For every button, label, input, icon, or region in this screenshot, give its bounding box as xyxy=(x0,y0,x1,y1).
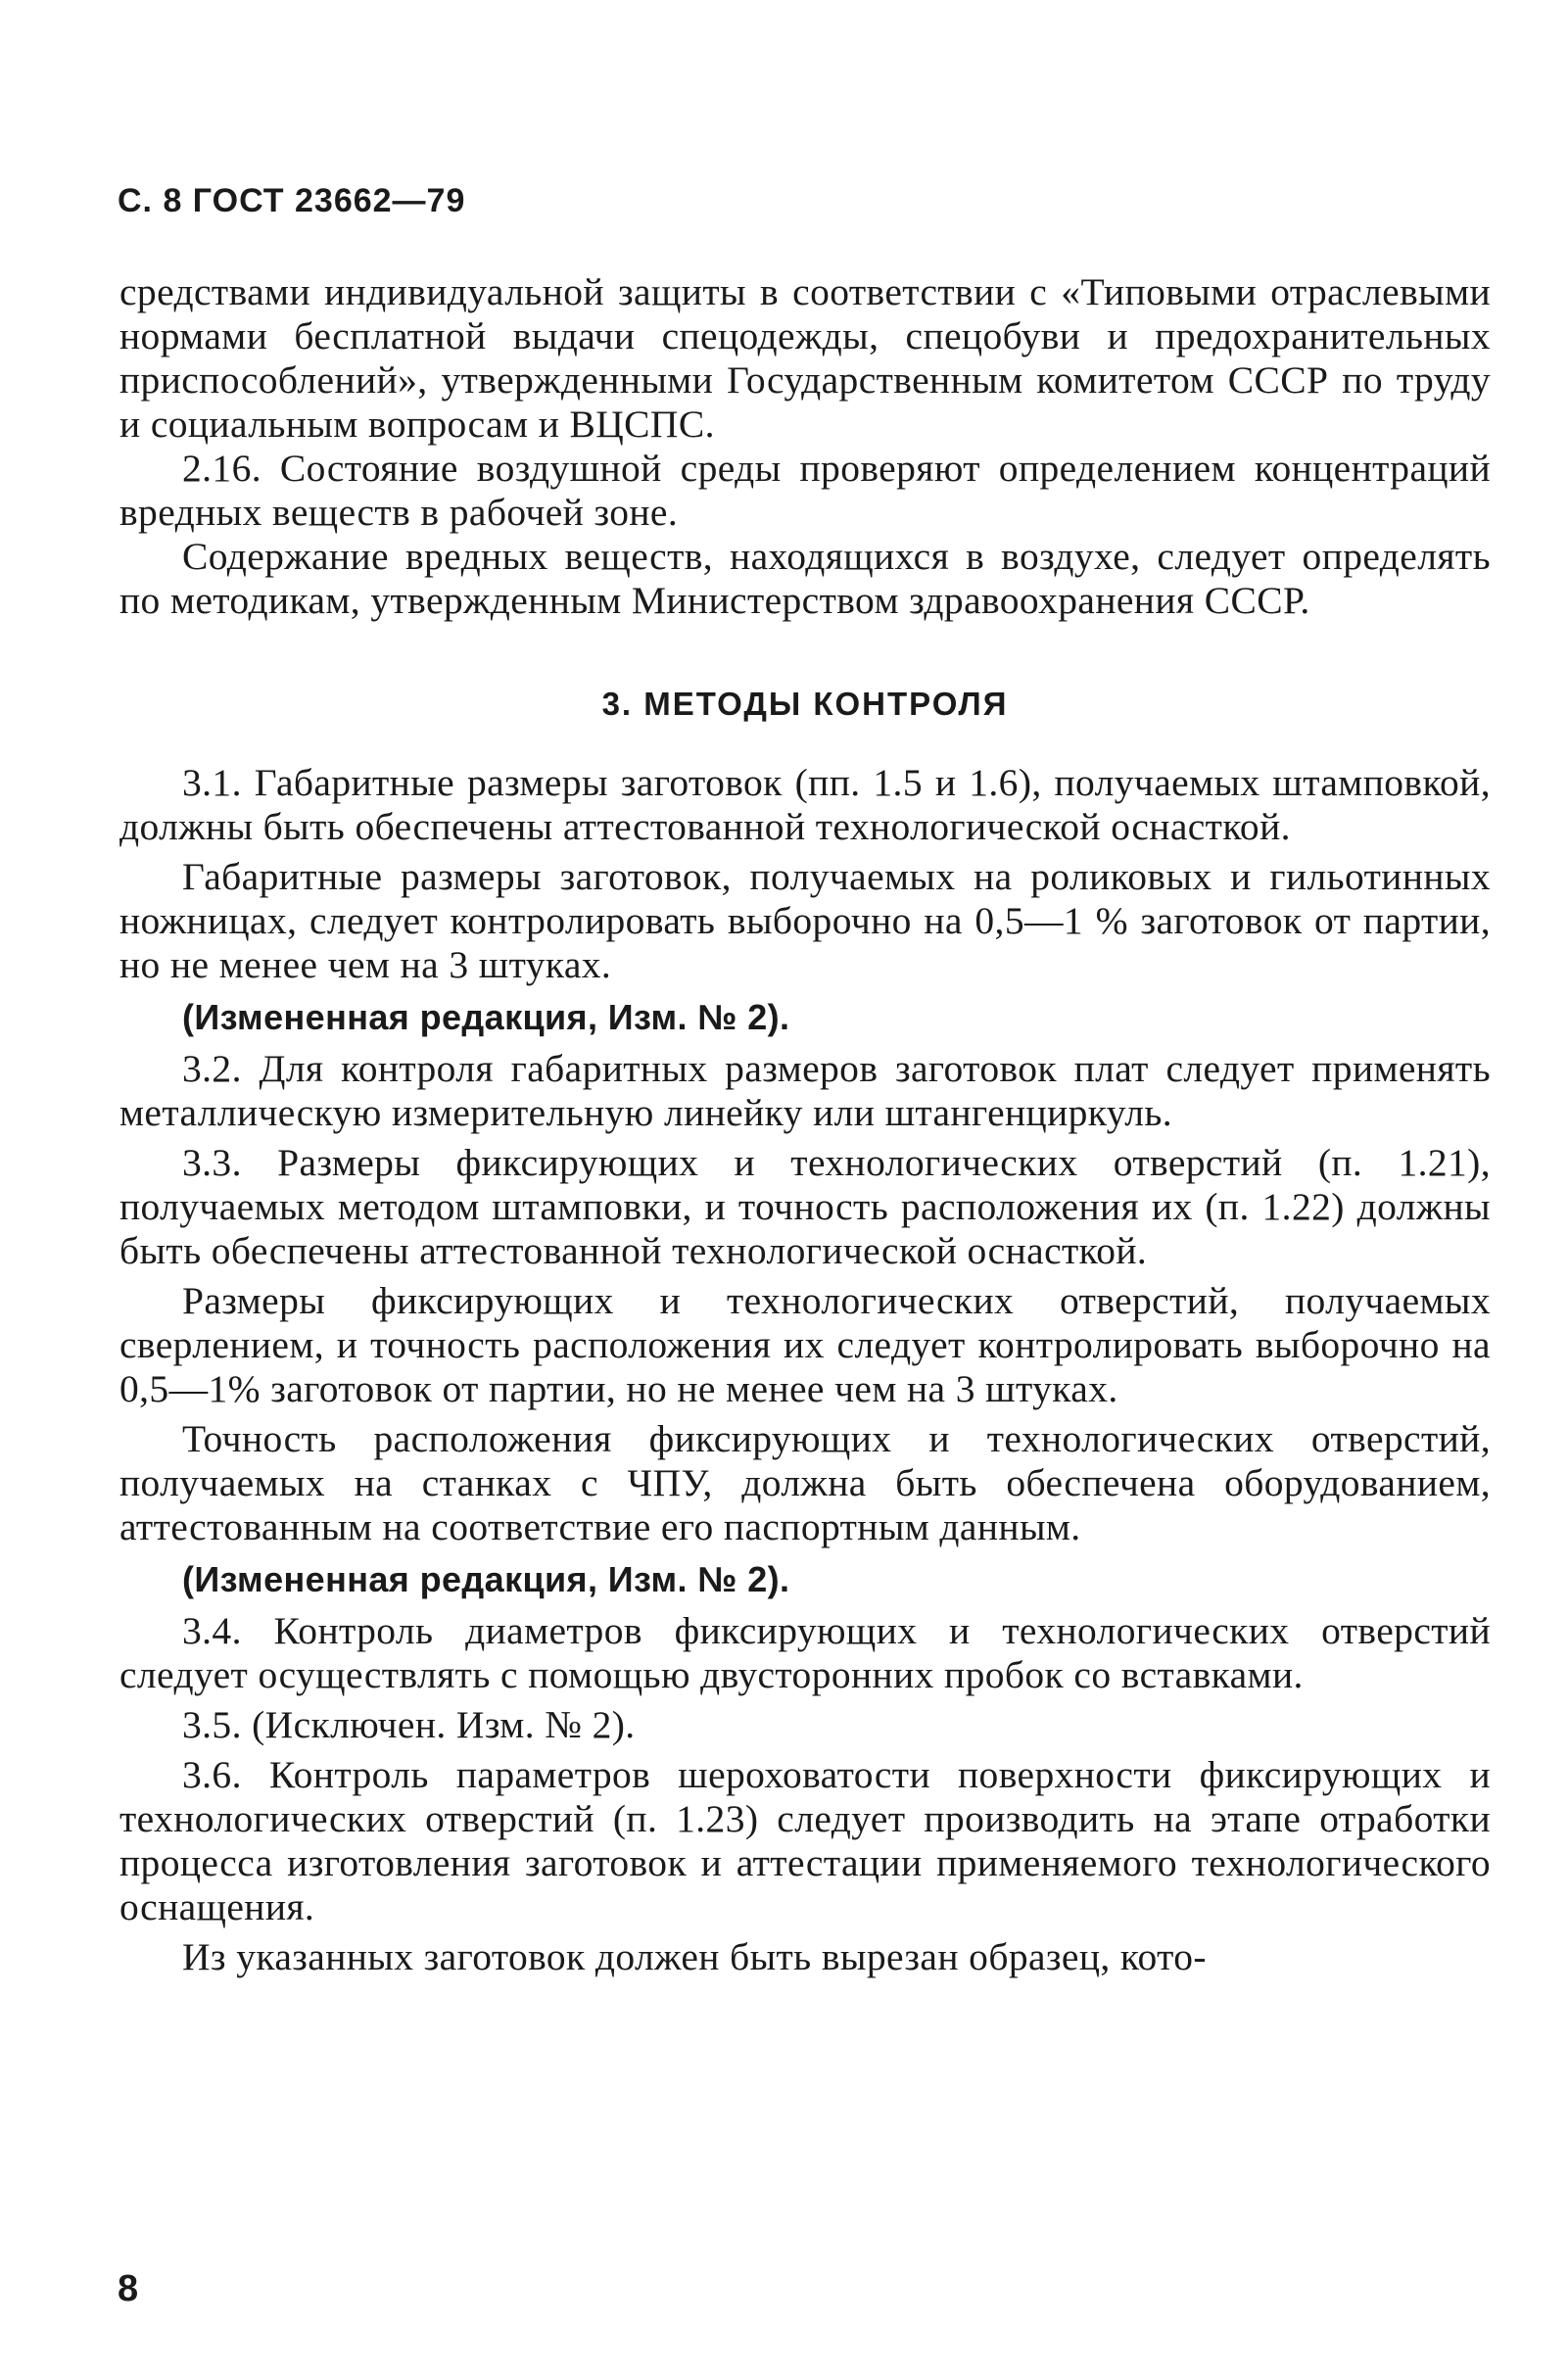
section-title: 3. МЕТОДЫ КОНТРОЛЯ xyxy=(601,686,1009,722)
paragraph: Из указанных заготовок должен быть вырезан образец, кото- xyxy=(182,1935,1207,1978)
paragraph: 3.3. Размеры фиксирующих и технологических отверстий (п. 1.21), получаемых методом штамповки, и точность расположения их (п. 1.22) должны быть обеспечены аттестованной технологической оснасткой. xyxy=(119,1141,1491,1272)
page-header: С. 8 ГОСТ 23662—79 xyxy=(118,182,466,219)
paragraph: 3.1. Габаритные размеры заготовок (пп. 1.5 и 1.6), получаемых штамповкой, должны быть обеспечены аттестованной технологической оснасткой. xyxy=(119,761,1491,848)
amendment-note: (Измененная редакция, Изм. № 2). xyxy=(182,997,790,1037)
paragraph: 2.16. Состояние воздушной среды проверяют определением концентраций вредных веществ в рабочей зоне. xyxy=(119,447,1491,534)
paragraph: 3.6. Контроль параметров шероховатости поверхности фиксирующих и технологических отверстий (п. 1.23) следует производить на этапе отработки процесса изготовления заготовок и аттестации применяемого технологического оснащения. xyxy=(119,1753,1491,1928)
paragraph: Габаритные размеры заготовок, получаемых на роликовых и гильотинных ножницах, следует контролировать выборочно на 0,5—1 % заготовок от партии, но не менее чем на 3 штуках. xyxy=(119,855,1491,986)
excluded-note: 3.5. (Исключен. Изм. № 2). xyxy=(182,1703,636,1746)
paragraph: 3.4. Контроль диаметров фиксирующих и технологических отверстий следует осуществлять с помощью двусторонних пробок со вставками. xyxy=(119,1609,1491,1696)
paragraph: Точность расположения фиксирующих и технологических отверстий, получаемых на станках с ЧПУ, должна быть обеспечена оборудованием, аттестованным на соответствие его паспортным данным. xyxy=(119,1417,1491,1548)
page-body xyxy=(119,270,1491,1979)
paragraph: средствами индивидуальной защиты в соответствии с «Типовыми отраслевыми нормами бесплатной выдачи спецодежды, спецобуви и предохранительных приспособлений», утвержденными Государственным комитетом СССР по труду и социальным вопросам и ВЦСПС. xyxy=(119,270,1491,446)
paragraph: Содержание вредных веществ, находящихся в воздухе, следует определять по методикам, утвержденным Министерством здравоохранения СССР. xyxy=(119,535,1491,622)
page-number: 8 xyxy=(118,2268,139,2309)
paragraph: Размеры фиксирующих и технологических отверстий, получаемых сверлением, и точность расположения их следует контролировать выборочно на 0,5—1% заготовок от партии, но не менее чем на 3 штуках. xyxy=(119,1279,1491,1410)
amendment-note: (Измененная редакция, Изм. № 2). xyxy=(182,1559,790,1599)
paragraph: 3.2. Для контроля габаритных размеров заготовок плат следует применять металлическую измерительную линейку или штангенциркуль. xyxy=(119,1047,1491,1134)
